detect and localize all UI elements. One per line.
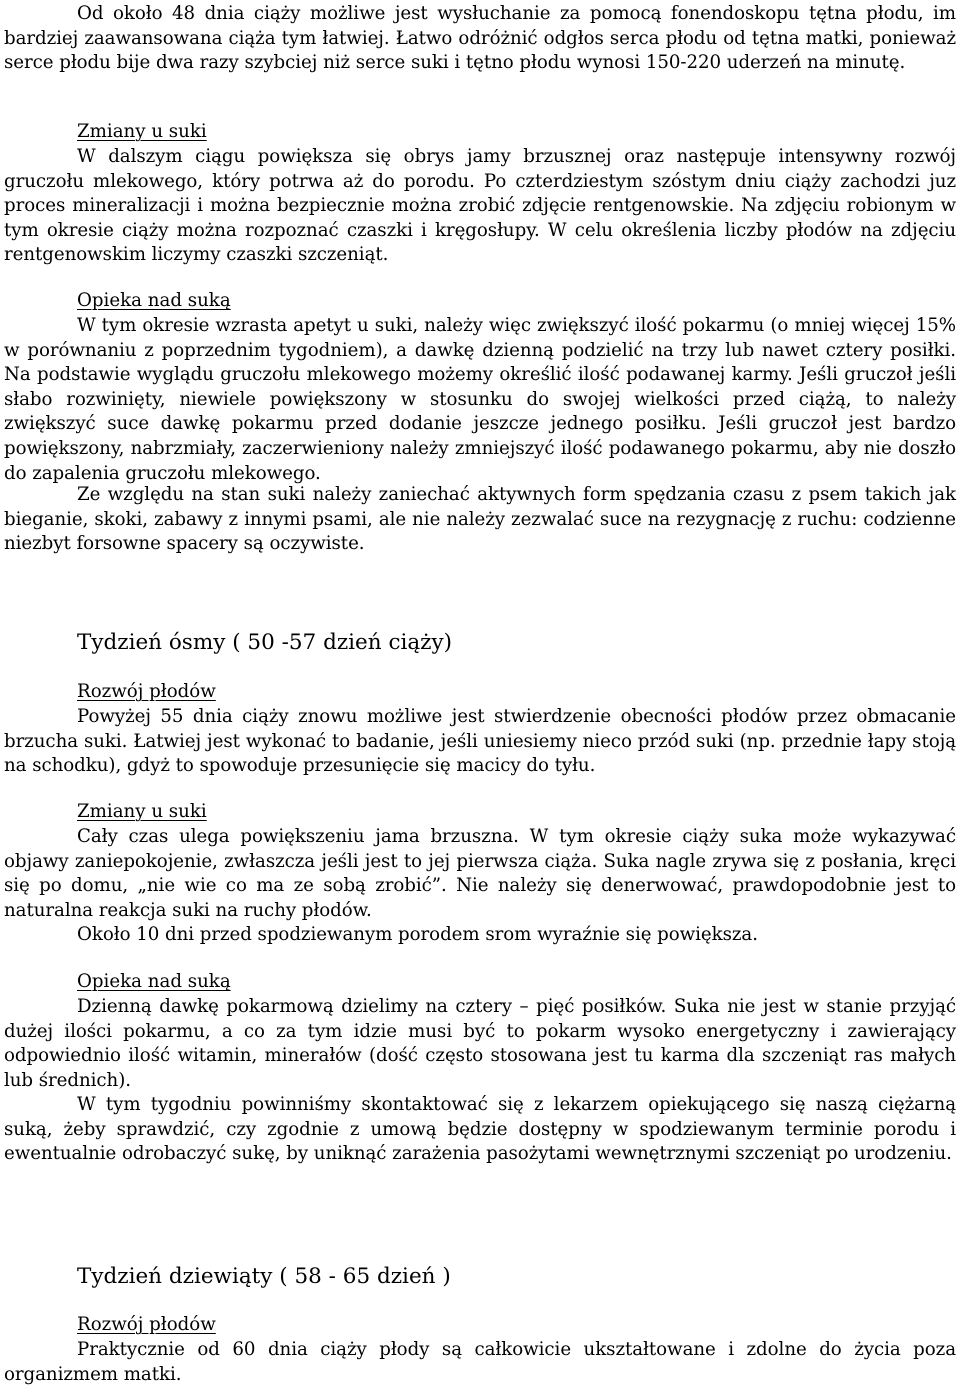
care-paragraph-2: Ze względu na stan suki należy zaniechać aktywnych form spędzania czasu z psem takich jak bieganie, skoki, zabawy z innymi psami, ale nie należy zezwalać suce na rezygnację z ruchu: codzienne niezbyt forsowne spacery są oczywiste. <box>4 484 956 555</box>
care-paragraph-3: Dzienną dawkę pokarmową dzielimy na cztery – pięć posiłków. Suka nie jest w stanie przyjąć dużej ilości pokarmu, a co za tym idzie musi być to pokarm wysoko energetyczny i zawierający odpowiednio ilość witamin, minerałów (dość często stosowana jest tu karma dla szczeniąt ras małych lub średnich). <box>4 996 956 1091</box>
development-paragraph-2: Praktycznie od 60 dnia ciąży płody są całkowicie ukształtowane i zdolne do życia poza organizmem matki. <box>4 1339 956 1385</box>
week-nine-title: Tydzień dziewiąty ( 58 - 65 dzień ) <box>77 1264 451 1289</box>
section-heading-care: Opieka nad suką <box>77 290 231 311</box>
care-paragraph-4: W tym tygodniu powinniśmy skontaktować się z lekarzem opiekującego się naszą ciężarną suką, żeby sprawdzić, czy zgodnie z umową będzie dostępny w spodziewanym terminie porodu i ewentualnie odrobaczyć sukę, by uniknąć zarażenia pasożytami wewnętrznymi szczeniąt po urodzeniu. <box>4 1094 956 1165</box>
changes-paragraph-2: Cały czas ulega powiększeniu jama brzuszna. W tym okresie ciąży suka może wykazywać objawy zaniepokojenie, zwłaszcza jeśli jest to jej pierwsza ciąża. Suka nagle zrywa się z posłania, kręci się po domu, „nie wie co ma ze sobą zrobić”. Nie należy się denerwować, prawdopodobnie jest to naturalna reakcja suki na ruchy płodów. <box>4 826 956 921</box>
intro-paragraph: Od około 48 dnia ciąży możliwe jest wysłuchanie za pomocą fonendoskopu tętna płodu, im bardziej zaawansowana ciąża tym łatwiej. Łatwo odróżnić odgłos serca płodu od tętna matki, ponieważ serce płodu bije dwa razy szybciej niż serce suki i tętno płodu wynosi 150-220 uderzeń na minutę. <box>4 3 956 74</box>
development-paragraph: Powyżej 55 dnia ciąży znowu możliwe jest stwierdzenie obecności płodów przez obmacanie brzucha suki. Łatwiej jest wykonać to badanie, jeśli uniesiemy nieco przód suki (np. przednie łapy stoją na schodku), gdyż to spowoduje przesunięcie się macicy do tyłu. <box>4 706 956 777</box>
section-heading-changes-2: Zmiany u suki <box>77 801 207 822</box>
week-eight-title: Tydzień ósmy ( 50 -57 dzień ciąży) <box>77 630 453 655</box>
section-heading-care-2: Opieka nad suką <box>77 971 231 992</box>
section-heading-changes: Zmiany u suki <box>77 121 207 142</box>
section-heading-development-2: Rozwój płodów <box>77 1314 216 1335</box>
care-paragraph: W tym okresie wzrasta apetyt u suki, należy więc zwiększyć ilość pokarmu (o mniej więcej 15% w porównaniu z poprzednim tygodniem), a dawkę dzienną podzielić na trzy lub nawet cztery posiłki. Na podstawie wyglądu gruczołu mlekowego możemy określić ilość podawanej karmy. Jeśli gruczoł jeśli słabo rozwinięty, niewiele powiększony w stosunku do swojej wielkości przed ciążą, to należy zwiększyć suce dawkę pokarmu przed dodanie jeszcze jednego posiłku. Jeśli gruczoł jest bardzo powiększony, nabrzmiały, zaczerwieniony należy zmniejszyć ilość podawanego pokarmu, aby nie doszło do zapalenia gruczołu mlekowego. <box>4 315 956 484</box>
changes-paragraph: W dalszym ciągu powiększa się obrys jamy brzusznej oraz następuje intensywny rozwój gruczołu mlekowego, który potrwa aż do porodu. Po czterdziestym szóstym dniu ciąży zachodzi juz proces mineralizacji i można bezpiecznie można zrobić zdjęcie rentgenowskie. Na zdjęciu robionym w tym okresie ciąży można rozpoznać czaszki i kręgosłupy. W celu określenia liczby płodów na zdjęciu rentgenowskim liczymy czaszki szczeniąt. <box>4 146 956 266</box>
changes-paragraph-2b: Około 10 dni przed spodziewanym porodem srom wyraźnie się powiększa. <box>77 924 758 945</box>
section-heading-development: Rozwój płodów <box>77 681 216 702</box>
